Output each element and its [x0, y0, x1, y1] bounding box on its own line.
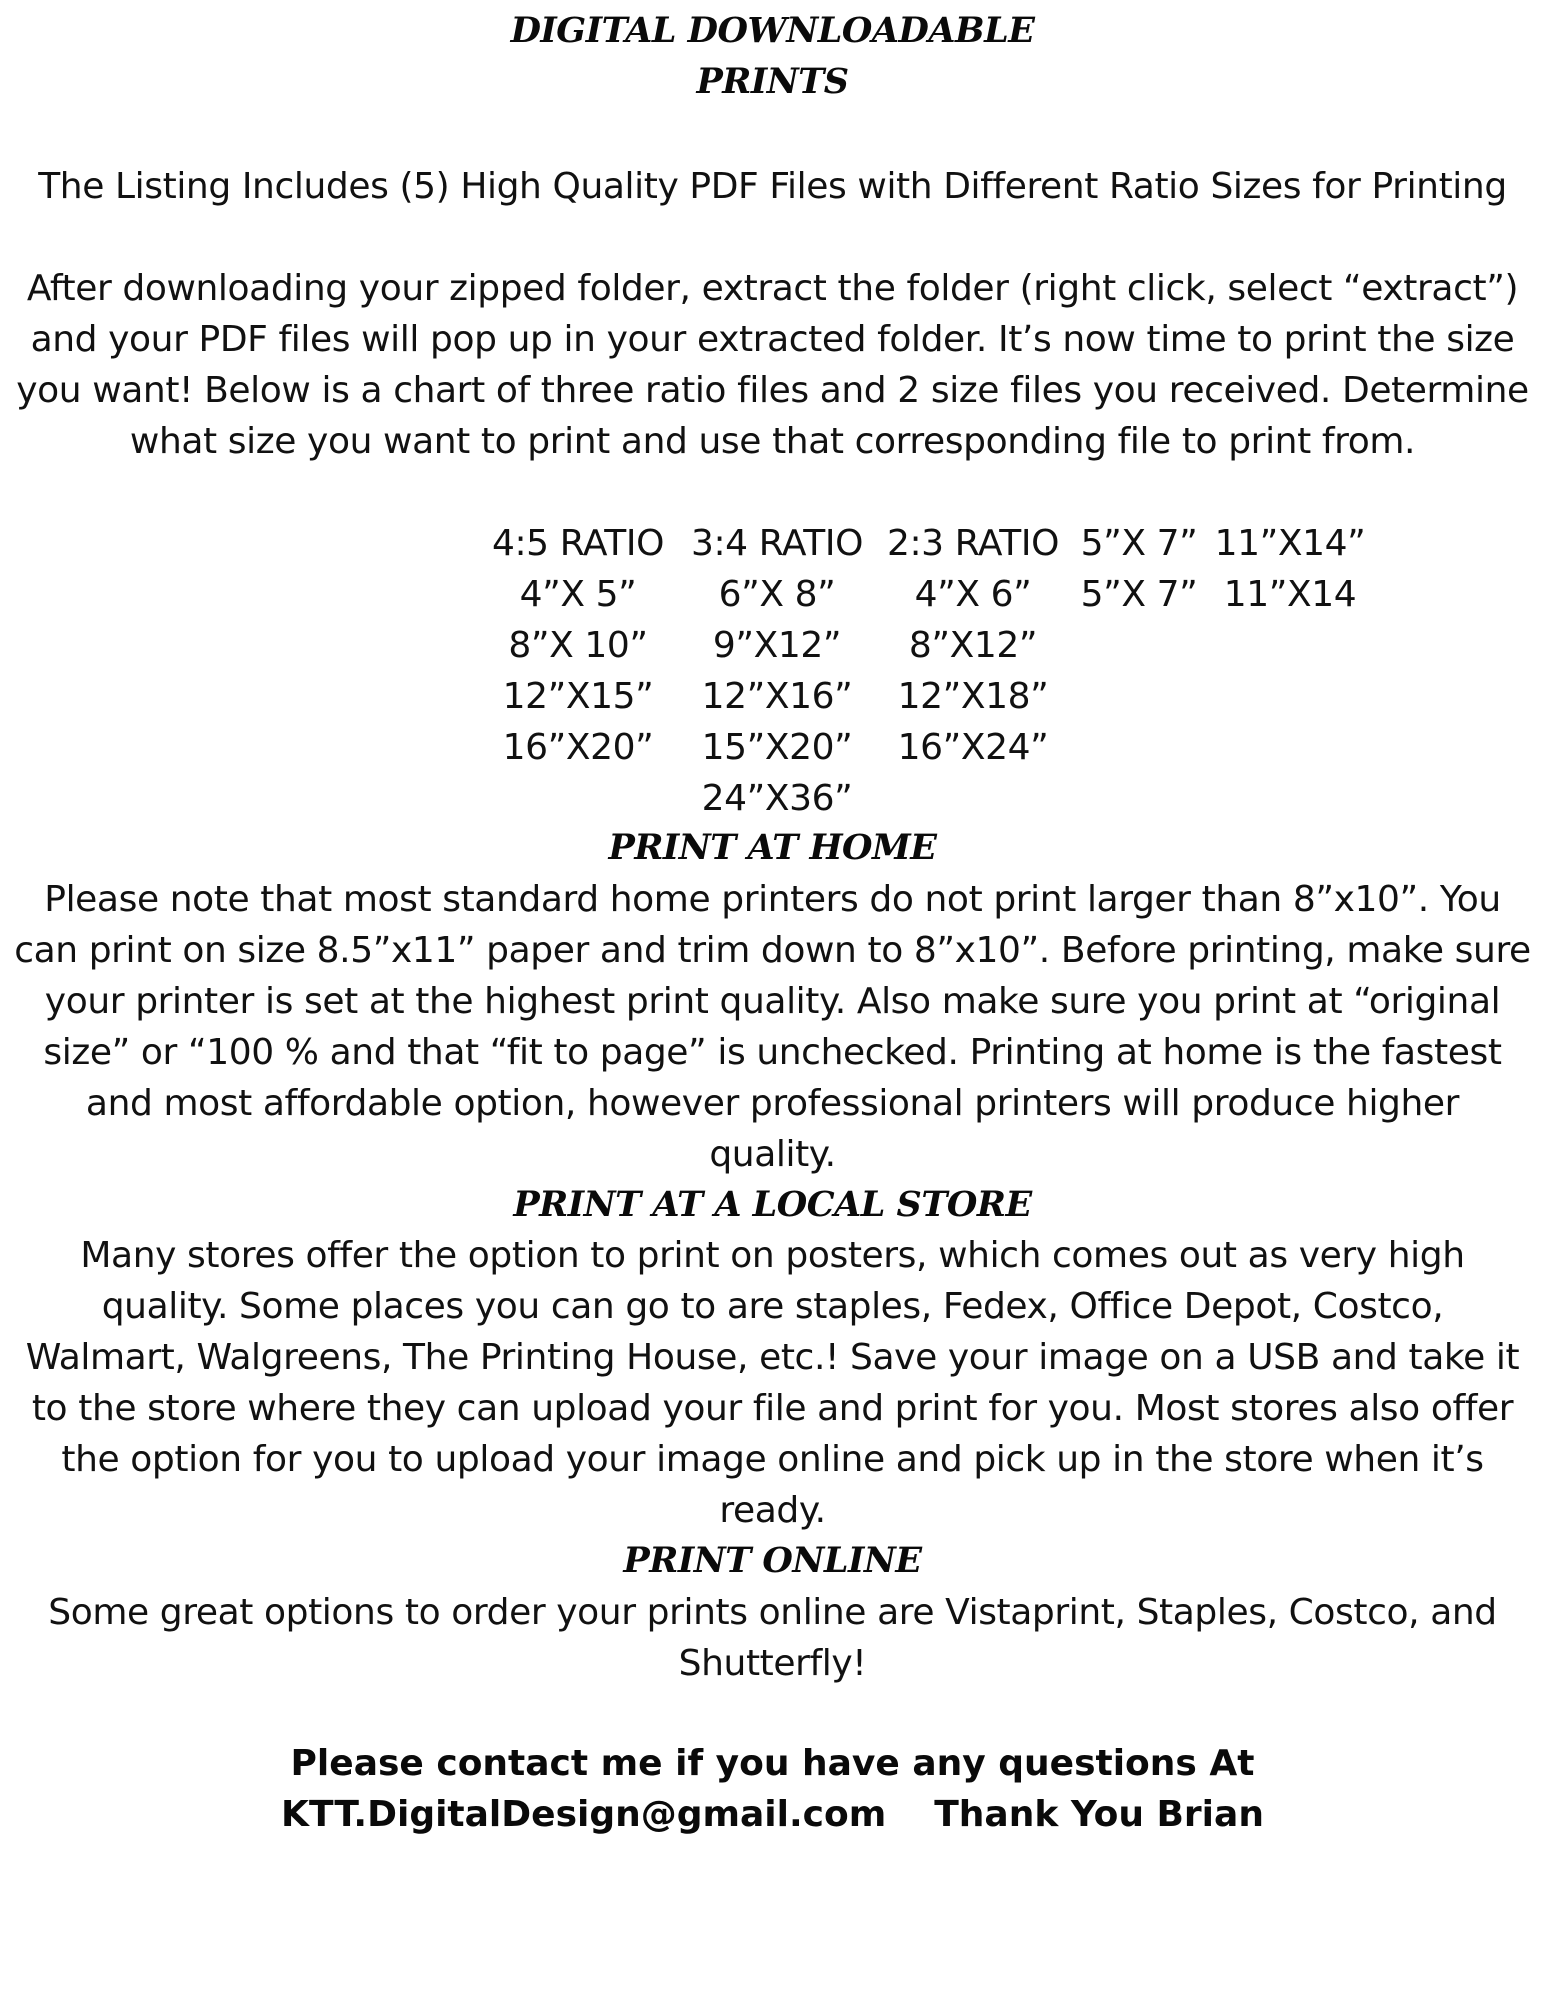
- size-cell: 12”X15”: [502, 676, 654, 717]
- size-cell: 5”X 7”: [1080, 574, 1198, 615]
- paragraph-line: Many stores offer the option to print on posters, which comes out as very high: [80, 1235, 1465, 1276]
- instruction-line: and your PDF files will pop up in your extracted folder. It’s now time to print the size: [30, 319, 1515, 360]
- paragraph-line: ready.: [719, 1490, 826, 1531]
- instruction-line: what size you want to print and use that corresponding file to print from.: [129, 421, 1416, 462]
- size-column-header: 5”X 7”: [1080, 523, 1198, 564]
- section-heading-print-at-store: PRINT AT A LOCAL STORE: [513, 1184, 1032, 1225]
- size-column-header: 3:4 RATIO: [690, 523, 864, 564]
- size-column-2-3-ratio: [887, 518, 1059, 773]
- size-column-4-5-ratio: [492, 518, 664, 773]
- instruction-line: you want! Below is a chart of three ratio files and 2 size files you received. Determine: [16, 370, 1529, 411]
- size-cell: 24”X36”: [701, 778, 853, 819]
- print-online-text: [0, 1587, 1545, 1689]
- size-cell: 8”X12”: [908, 625, 1038, 666]
- paragraph-line: size” or “100 % and that “fit to page” is unchecked. Printing at home is the fastest: [43, 1032, 1502, 1073]
- paragraph-line: the option for you to upload your image online and pick up in the store when it’s: [61, 1439, 1484, 1480]
- size-column-5x7: [1081, 518, 1198, 620]
- size-cell: 12”X18”: [897, 676, 1049, 717]
- section-heading-print-at-home: PRINT AT HOME: [608, 827, 937, 868]
- size-cell: 9”X12”: [712, 625, 842, 666]
- size-cell: 11”X14: [1223, 574, 1357, 615]
- contact-email[interactable]: KTT.DigitalDesign@gmail.com: [281, 1794, 887, 1835]
- listing-includes-text: [0, 161, 1545, 212]
- size-column-header: 2:3 RATIO: [886, 523, 1060, 564]
- size-chart: [0, 518, 1545, 826]
- contact-line: Please contact me if you have any questions At: [290, 1743, 1255, 1784]
- size-column-3-4-ratio: [691, 518, 863, 824]
- size-cell: 12”X16”: [701, 676, 853, 717]
- paragraph-line: quality. Some places you can go to are staples, Fedex, Office Depot, Costco,: [101, 1286, 1444, 1327]
- contact-email-line: [0, 1789, 1545, 1840]
- instruction-line: After downloading your zipped folder, extract the folder (right click, select “extract”): [26, 268, 1519, 309]
- size-cell: 8”X 10”: [508, 625, 648, 666]
- size-cell: 6”X 8”: [718, 574, 836, 615]
- paragraph-line: your printer is set at the highest print quality. Also make sure you print at “original: [44, 981, 1501, 1022]
- size-cell: 16”X20”: [502, 727, 654, 768]
- section-heading-print-online: PRINT ONLINE: [623, 1540, 922, 1581]
- contact-block: [0, 1738, 1545, 1840]
- paragraph-line: quality.: [709, 1134, 836, 1175]
- size-cell: 16”X24”: [897, 727, 1049, 768]
- paragraph-line: to the store where they can upload your file and print for you. Most stores also offer: [31, 1388, 1514, 1429]
- print-at-store-text: [0, 1230, 1545, 1536]
- paragraph-line: Some great options to order your prints online are Vistaprint, Staples, Costco, and: [48, 1592, 1497, 1633]
- paragraph-line: Shutterfly!: [678, 1643, 867, 1684]
- size-column-11x14: [1215, 518, 1366, 620]
- thank-you-signature: Thank You Brian: [934, 1794, 1264, 1835]
- listing-includes-line: The Listing Includes (5) High Quality PDF Files with Different Ratio Sizes for Printing: [38, 166, 1507, 207]
- size-cell: 15”X20”: [701, 727, 853, 768]
- size-cell: 4”X 5”: [519, 574, 637, 615]
- print-at-home-text: [0, 874, 1545, 1180]
- size-column-header: 11”X14”: [1214, 523, 1366, 564]
- paragraph-line: Walmart, Walgreens, The Printing House, etc.! Save your image on a USB and take it: [25, 1337, 1520, 1378]
- paragraph-line: Please note that most standard home printers do not print larger than 8”x10”. You: [44, 879, 1501, 920]
- size-cell: 4”X 6”: [914, 574, 1032, 615]
- paragraph-line: and most affordable option, however professional printers will produce higher: [85, 1083, 1460, 1124]
- page-title-line2: PRINTS: [696, 61, 849, 102]
- download-instructions: [0, 263, 1545, 467]
- size-column-header: 4:5 RATIO: [491, 523, 665, 564]
- paragraph-line: can print on size 8.5”x11” paper and trim down to 8”x10”. Before printing, make sure: [14, 930, 1531, 971]
- page-title-line1: DIGITAL DOWNLOADABLE: [510, 10, 1035, 51]
